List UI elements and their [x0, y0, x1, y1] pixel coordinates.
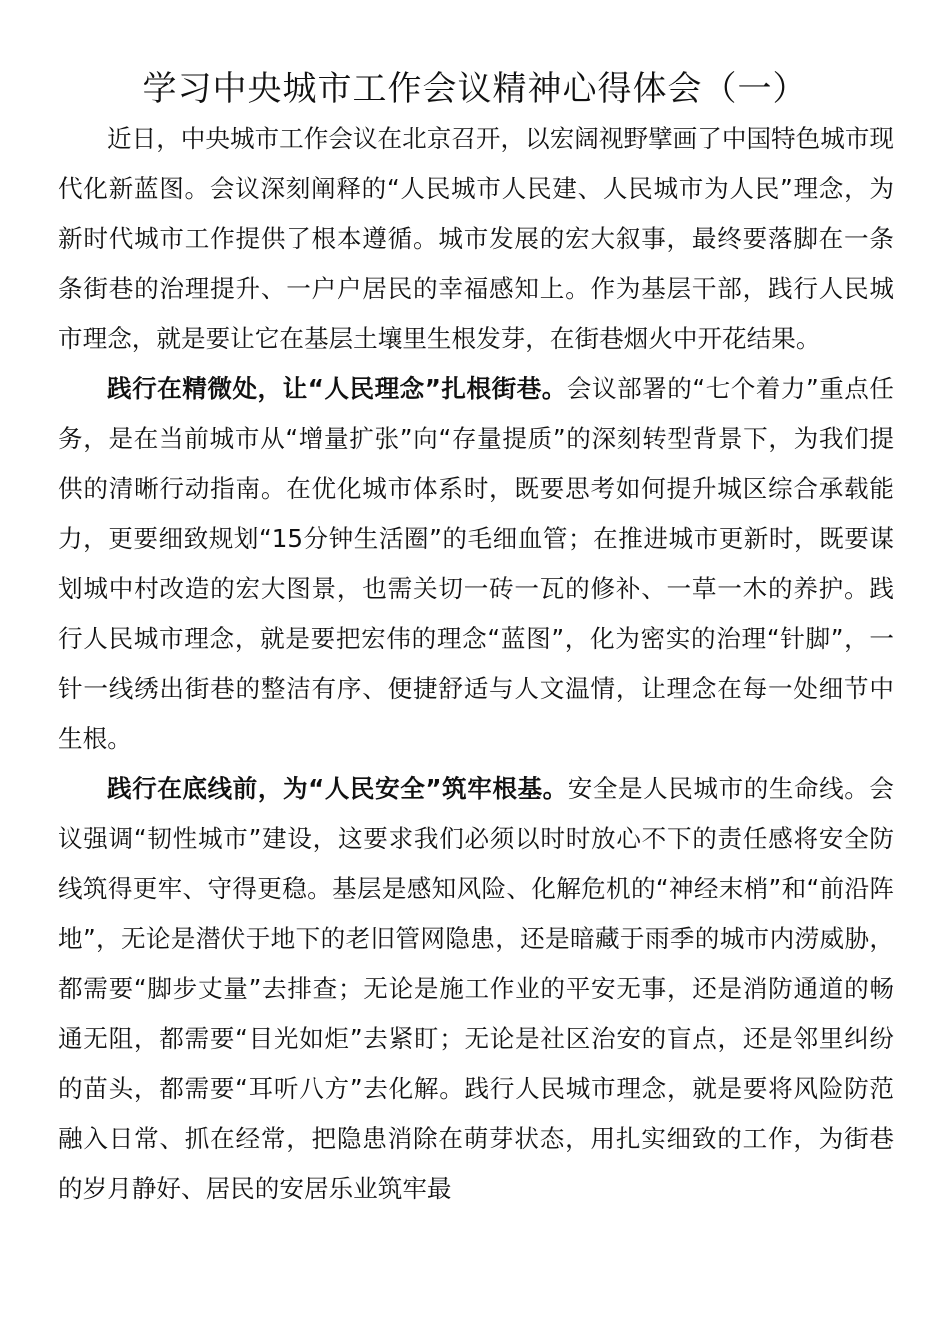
section-two-text: 安全是人民城市的生命线。会议强调“韧性城市”建设，这要求我们必须以时时放心不下的责任感将安全防线筑得更牢、守得更稳。基层是感知风险、化解危机的“神经末梢”和“前沿阵地”，无论是潜伏于地下的老旧管网隐患，还是暗藏于雨季的城市内涝威胁，都需要“脚步丈量”去排查；无论是施工作业的平安无事，还是消防通道的畅通无阻，都需要“目光如炬”去紧盯；无论是社区治安的盲点，还是邻里纠纷的苗头，都需要“耳听八方”去化解。践行人民城市理念，就是要将风险防范融入日常、抓在经常，把隐患消除在萌芽状态，用扎实细致的工作，为街巷的岁月静好、居民的安居乐业筑牢最: [58, 774, 894, 1203]
paragraph-section-one: [58, 364, 894, 764]
section-two-heading: 践行在底线前，为“人民安全”筑牢根基。: [107, 774, 568, 803]
paragraph-intro: [58, 114, 894, 364]
paragraph-section-two: [58, 764, 894, 1214]
section-one-heading: 践行在精微处，让“人民理念”扎根街巷。: [107, 374, 567, 403]
document-body: [58, 114, 894, 1214]
paragraph-intro-text: 近日，中央城市工作会议在北京召开，以宏阔视野擘画了中国特色城市现代化新蓝图。会议深刻阐释的“人民城市人民建、人民城市为人民”理念，为新时代城市工作提供了根本遵循。城市发展的宏大叙事，最终要落脚在一条条街巷的治理提升、一户户居民的幸福感知上。作为基层干部，践行人民城市理念，就是要让它在基层土壤里生根发芽，在街巷烟火中开花结果。: [58, 124, 895, 353]
document-title: 学习中央城市工作会议精神心得体会（一）: [142, 69, 808, 109]
section-one-text: 会议部署的“七个着力”重点任务，是在当前城市从“增量扩张”向“存量提质”的深刻转型背景下，为我们提供的清晰行动指南。在优化城市体系时，既要思考如何提升城区综合承载能力，更要细致规划“15分钟生活圈”的毛细血管；在推进城市更新时，既要谋划城中村改造的宏大图景，也需关切一砖一瓦的修补、一草一木的养护。践行人民城市理念，就是要把宏伟的理念“蓝图”，化为密实的治理“针脚”，一针一线绣出街巷的整洁有序、便捷舒适与人文温情，让理念在每一处细节中生根。: [58, 374, 894, 753]
